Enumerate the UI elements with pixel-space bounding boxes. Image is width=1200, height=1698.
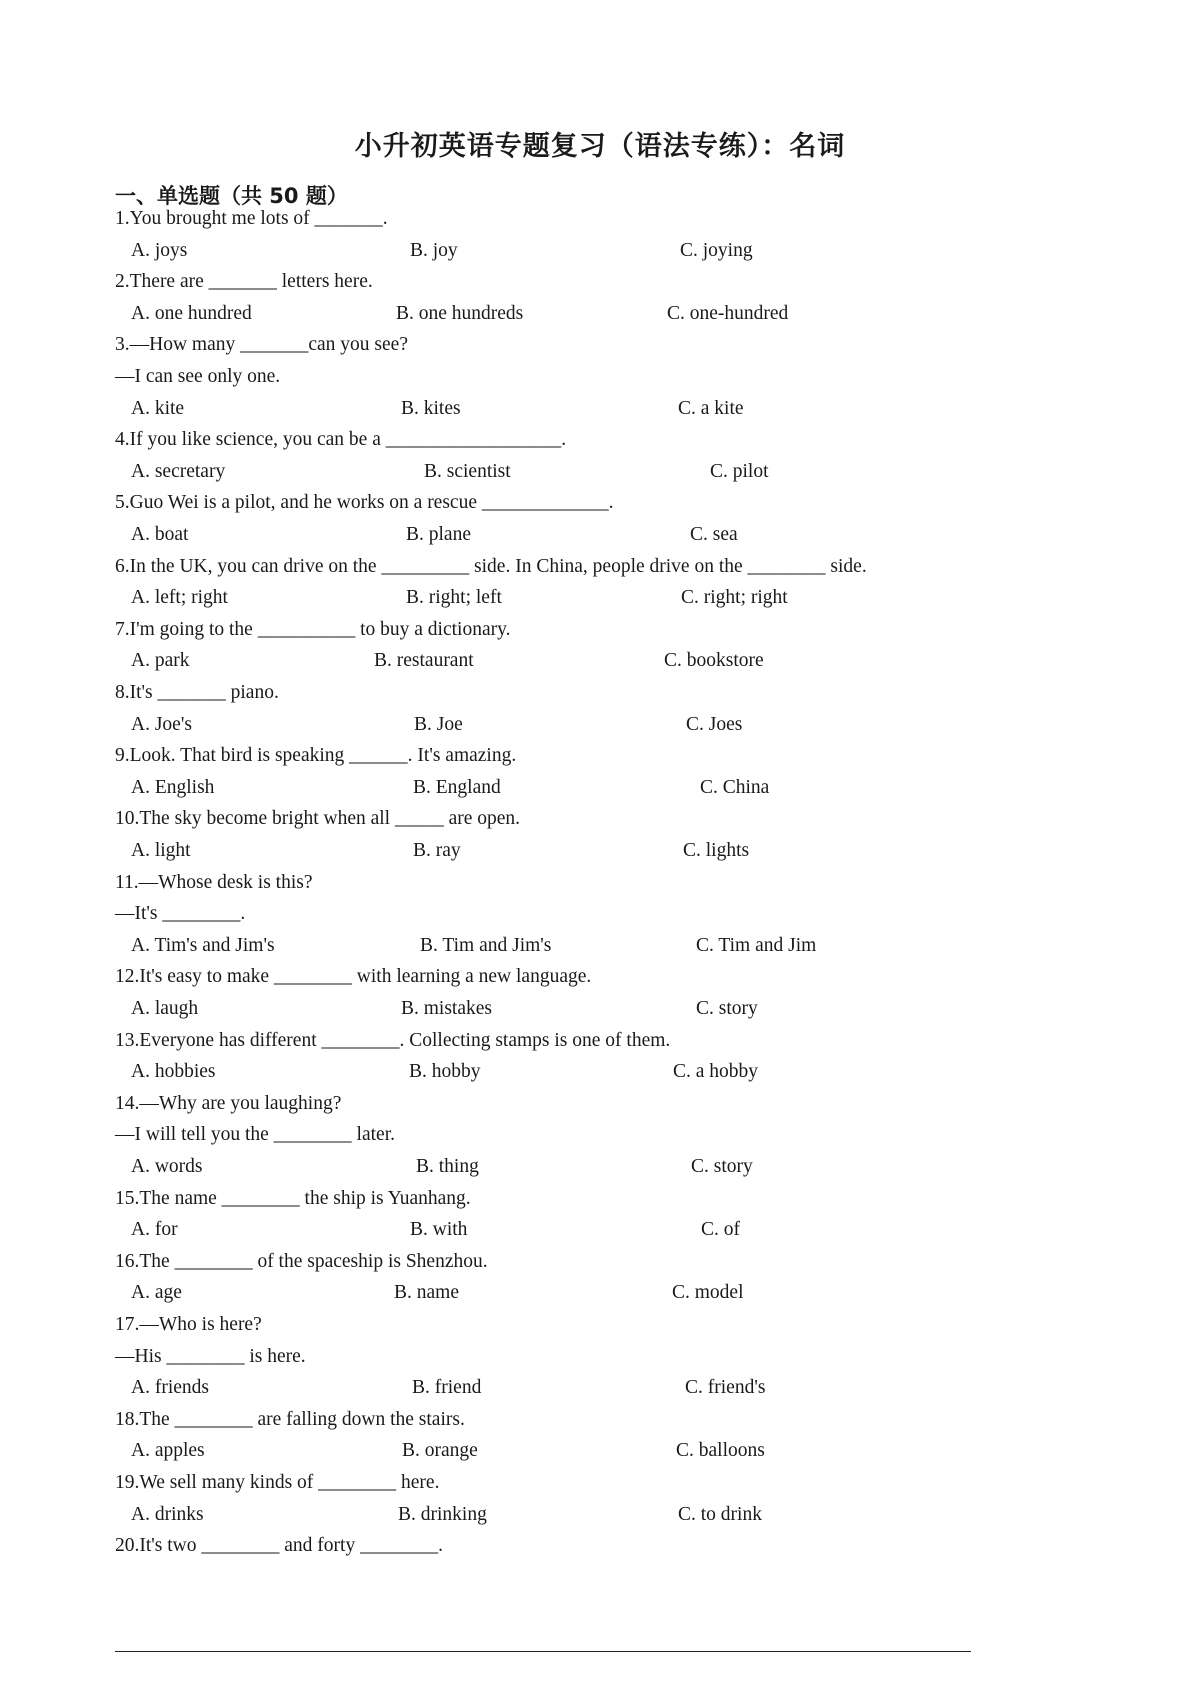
footer-rule [115, 1651, 971, 1652]
answer-option-c: C. a kite [678, 397, 744, 419]
answer-option-b: B. with [410, 1219, 468, 1241]
question-stem: 7.I'm going to the __________ to buy a dictionary. [115, 618, 511, 640]
question-stem: 12.It's easy to make ________ with learning a new language. [115, 966, 592, 988]
answer-option-c: C. sea [690, 524, 738, 545]
question-stem: 9.Look. That bird is speaking ______. It's amazing. [115, 745, 517, 767]
question-stem: 5.Guo Wei is a pilot, and he works on a rescue _____________. [115, 492, 614, 514]
answer-option-a: A. for [131, 1219, 178, 1241]
answer-option-a: A. laugh [131, 998, 199, 1019]
answer-option-c: C. friend's [685, 1377, 766, 1399]
answer-option-b: B. thing [416, 1156, 479, 1177]
question-stem: 16.The ________ of the spaceship is Shenzhou. [115, 1250, 488, 1272]
question-dialogue-line: —I will tell you the ________ later. [115, 1124, 395, 1146]
answer-option-b: B. scientist [424, 460, 511, 482]
answer-option-b: B. Tim and Jim's [420, 934, 552, 956]
answer-option-c: C. of [701, 1219, 740, 1241]
answer-option-a: A. friends [131, 1377, 209, 1399]
section-heading: 一、单选题（共 50 题） [115, 184, 348, 208]
answer-option-c: C. to drink [678, 1503, 762, 1525]
answer-option-a: A. boat [131, 524, 189, 545]
answer-option-a: A. left; right [131, 587, 228, 609]
answer-option-c: C. joying [680, 239, 753, 261]
answer-option-a: A. one hundred [131, 302, 252, 324]
answer-option-c: C. lights [683, 840, 750, 861]
answer-option-c: C. Joes [686, 713, 743, 735]
answer-option-a: A. words [131, 1156, 203, 1177]
answer-option-b: B. one hundreds [396, 302, 524, 324]
answer-option-a: A. park [131, 650, 190, 672]
question-stem: 2.There are _______ letters here. [115, 271, 373, 293]
question-stem: 18.The ________ are falling down the stairs. [115, 1408, 465, 1430]
answer-option-a: A. Joe's [131, 713, 192, 735]
answer-option-a: A. joys [131, 239, 188, 261]
answer-option-c: C. a hobby [673, 1061, 759, 1083]
question-stem: 20.It's two ________ and forty ________. [115, 1535, 443, 1557]
answer-option-a: A. light [131, 840, 191, 861]
answer-option-a: A. apples [131, 1440, 205, 1462]
answer-option-c: C. story [691, 1156, 753, 1177]
question-stem: 4.If you like science, you can be a __________________. [115, 429, 567, 451]
answer-option-c: C. pilot [710, 460, 769, 482]
answer-option-a: A. drinks [131, 1503, 204, 1525]
answer-option-b: B. hobby [409, 1061, 481, 1083]
question-stem: 17.—Who is here? [115, 1314, 262, 1335]
answer-option-c: C. Tim and Jim [696, 934, 817, 956]
question-dialogue-line: —His ________ is here. [115, 1345, 306, 1367]
answer-option-a: A. kite [131, 397, 185, 419]
answer-option-b: B. right; left [406, 587, 502, 609]
answer-option-b: B. ray [413, 840, 461, 861]
answer-option-c: C. model [672, 1282, 744, 1304]
question-stem: 14.—Why are you laughing? [115, 1092, 342, 1114]
question-dialogue-line: —It's ________. [115, 903, 246, 925]
question-stem: 19.We sell many kinds of ________ here. [115, 1472, 440, 1493]
answer-option-b: B. England [413, 776, 501, 798]
question-stem: 10.The sky become bright when all _____ are open. [115, 808, 521, 830]
question-stem: 3.—How many _______can you see? [115, 334, 408, 356]
answer-option-a: A. secretary [131, 460, 226, 482]
question-stem: 15.The name ________ the ship is Yuanhang. [115, 1187, 471, 1209]
answer-option-b: B. mistakes [401, 998, 492, 1019]
question-stem: 1.You brought me lots of _______. [115, 208, 388, 229]
answer-option-c: C. bookstore [664, 650, 764, 672]
document-title: 小升初英语专题复习（语法专练）：名词 [354, 131, 846, 162]
question-stem: 6.In the UK, you can drive on the _________ side. In China, people drive on the ________ side. [115, 555, 867, 577]
answer-option-c: C. China [700, 776, 770, 798]
answer-option-b: B. plane [406, 524, 471, 545]
answer-option-b: B. name [394, 1282, 459, 1304]
question-stem: 8.It's _______ piano. [115, 682, 279, 703]
answer-option-b: B. restaurant [374, 650, 474, 672]
answer-option-a: A. English [131, 776, 215, 798]
answer-option-b: B. kites [401, 397, 461, 419]
answer-option-c: C. right; right [681, 587, 788, 609]
answer-option-a: A. hobbies [131, 1061, 216, 1083]
answer-option-c: C. one-hundred [667, 302, 789, 324]
question-stem: 13.Everyone has different ________. Collecting stamps is one of them. [115, 1029, 671, 1051]
question-stem: 11.—Whose desk is this? [115, 871, 313, 893]
question-dialogue-line: —I can see only one. [115, 366, 281, 387]
answer-option-b: B. drinking [398, 1503, 487, 1525]
answer-option-a: A. Tim's and Jim's [131, 934, 275, 956]
answer-option-b: B. friend [412, 1377, 482, 1399]
answer-option-c: C. balloons [676, 1440, 765, 1462]
answer-option-b: B. orange [402, 1440, 478, 1462]
answer-option-b: B. joy [410, 239, 458, 261]
answer-option-b: B. Joe [414, 713, 463, 735]
answer-option-a: A. age [131, 1282, 182, 1304]
answer-option-c: C. story [696, 998, 758, 1019]
